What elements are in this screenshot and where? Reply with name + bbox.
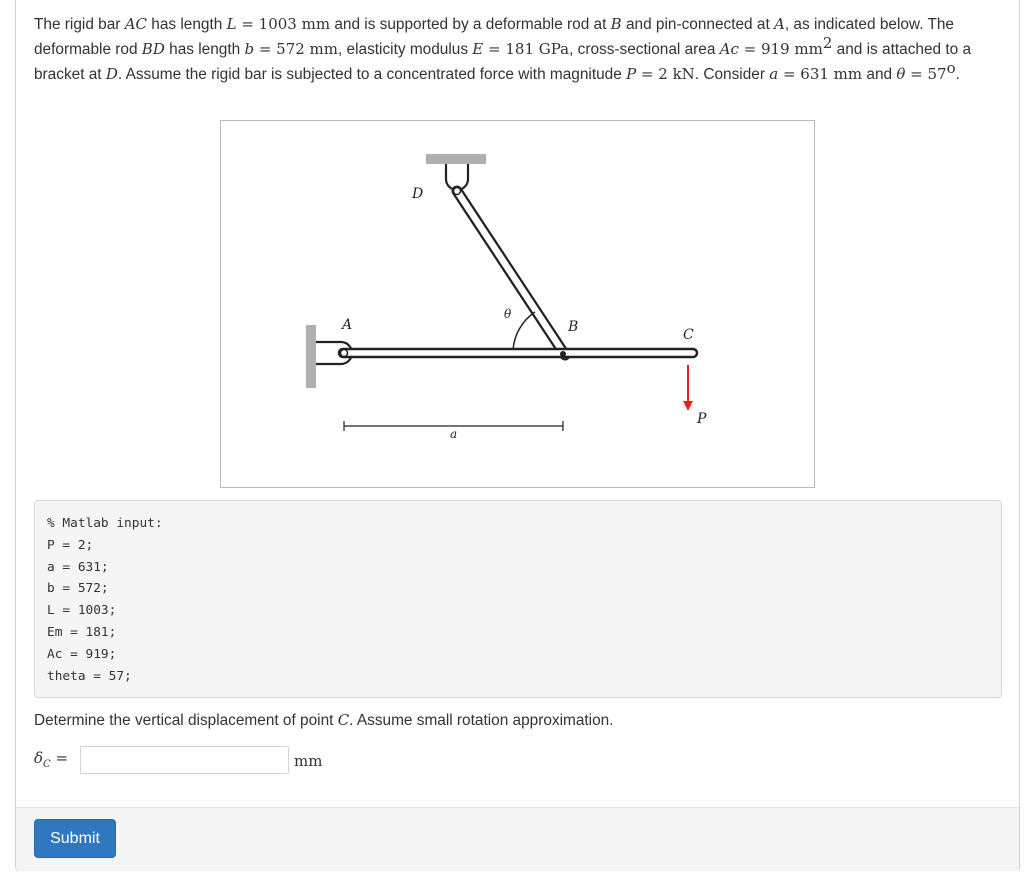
wall-support <box>306 325 316 388</box>
question-text: The rigid bar AC has length L = 1003 mm and is supported by a deformable rod at B and pin-connected at A, as indicated below. The deformable rod BD has length b = 572 mm, elasticity modulus E = 181 GPa, cross-sectional area Ac = 919 $mm^2$ and is attached to a bracket at D. Assume the rigid bar is subjected to a concentrated force with magnitude P = 2 kN. Consider a = 631 mm and $\theta = 57^o$. <box>34 15 972 83</box>
structure-diagram <box>221 121 814 487</box>
rigid-bar-ac <box>339 349 697 357</box>
pin-a <box>341 350 348 357</box>
answer-input[interactable] <box>80 746 289 774</box>
label-c: C <box>683 327 694 343</box>
code-line: Em = 181; <box>47 624 117 640</box>
code-line: P = 2; <box>47 537 94 553</box>
pin-b <box>560 351 566 357</box>
code-line: a = 631; <box>47 559 109 575</box>
code-line: % Matlab input: <box>47 516 163 531</box>
structure-figure <box>220 120 815 488</box>
code-line: Ac = 919; <box>47 646 117 662</box>
code-line: b = 572; <box>47 581 109 597</box>
code-line: L = 1003; <box>47 603 117 619</box>
label-theta: θ <box>504 307 512 321</box>
theta-arc <box>513 312 535 350</box>
prompt-text: Determine the vertical displacement of point C. Assume small rotation approximation. <box>34 711 614 729</box>
label-p: P <box>697 411 707 427</box>
label-dimension-a: a <box>450 427 458 441</box>
pin-d <box>454 188 461 195</box>
code-line: theta = 57; <box>47 668 132 684</box>
label-d: D <box>412 186 424 202</box>
label-b: B <box>568 319 579 335</box>
rod-bd <box>457 191 565 355</box>
submit-button[interactable]: Submit <box>34 819 116 858</box>
answer-unit: mm <box>294 752 323 770</box>
ceiling-support <box>426 154 486 164</box>
card-footer <box>16 807 1019 871</box>
answer-label: $\delta_C$ = <box>34 749 69 771</box>
label-a: A <box>342 317 353 333</box>
matlab-input-block <box>34 500 1002 698</box>
force-p-arrow <box>683 401 693 411</box>
